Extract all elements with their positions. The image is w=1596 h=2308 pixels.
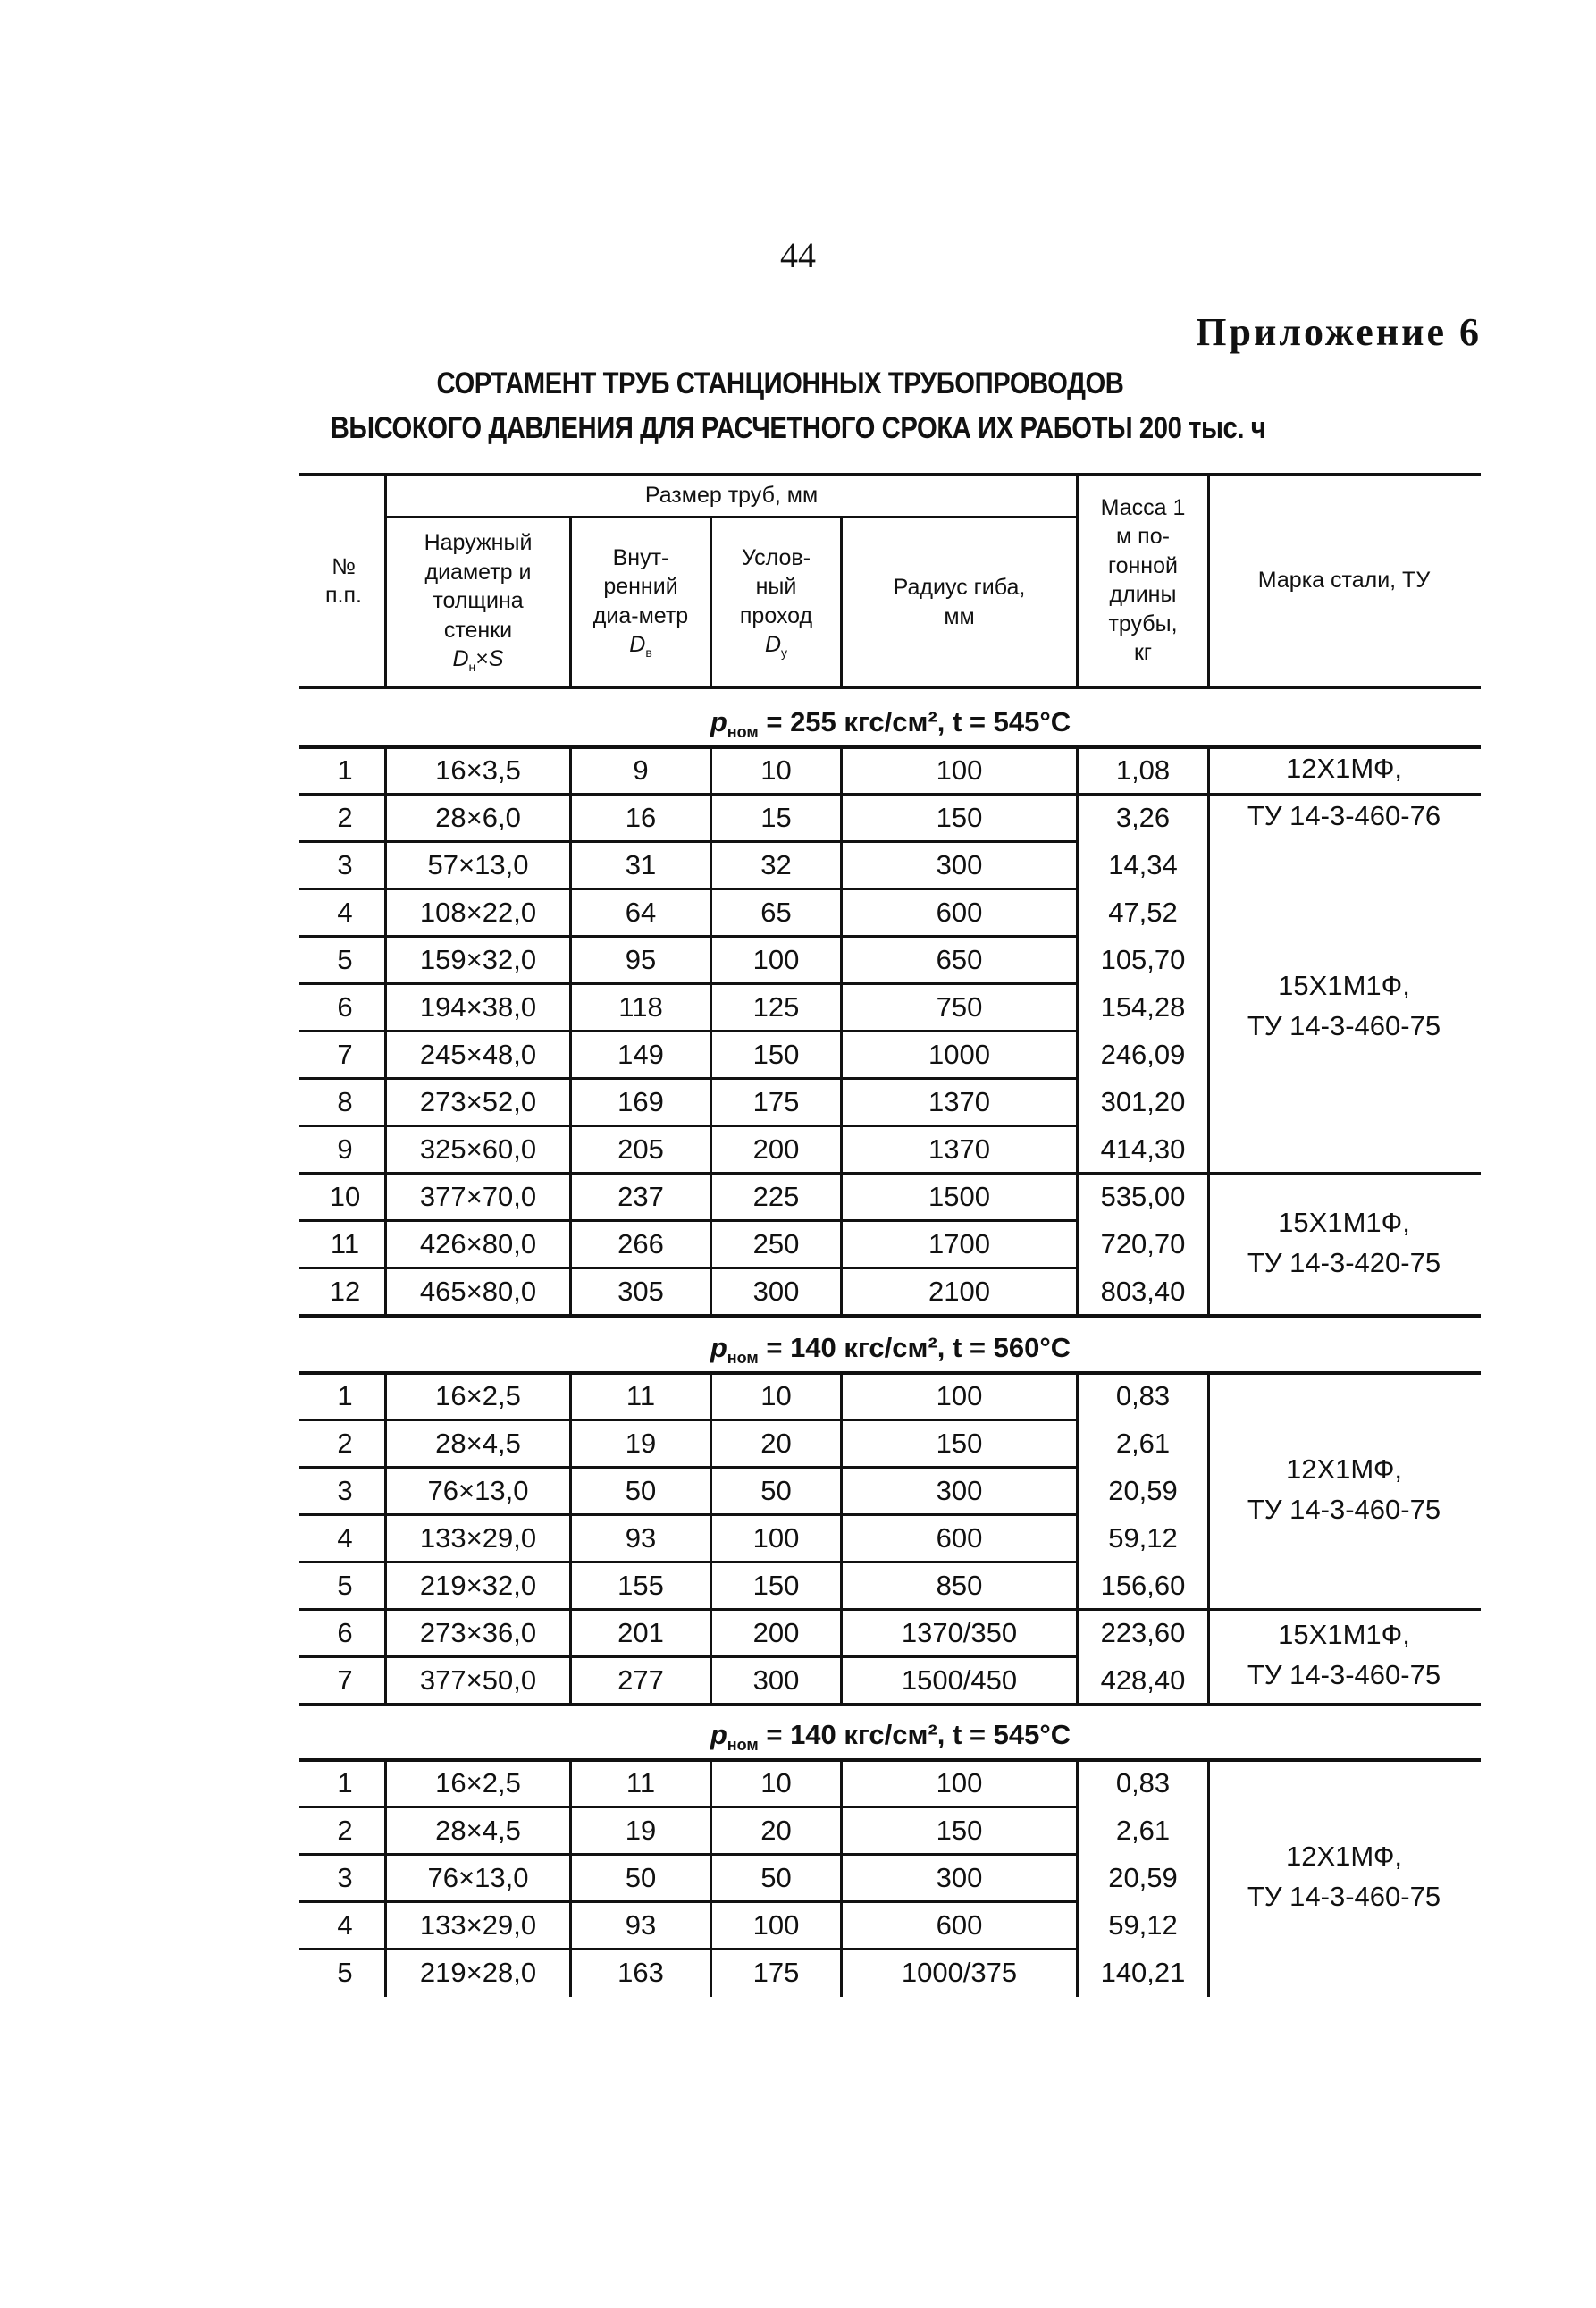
cell-inner-diameter: 155 [617, 1569, 664, 1601]
cell-row-number: 8 [337, 1085, 353, 1117]
cell-outer-diameter: 245×48,0 [419, 1038, 537, 1070]
technical-spec: ТУ 14-3-460-75 [1247, 1493, 1441, 1525]
steel-grade: 15Х1М1Ф, [1278, 969, 1410, 1001]
header-nominal-bore [712, 518, 840, 686]
cell-row-number: 11 [330, 1227, 360, 1259]
cell-bend-radius: 2100 [928, 1275, 990, 1307]
cell-row-number: 4 [337, 1521, 353, 1554]
cell-nominal-bore: 200 [752, 1616, 800, 1648]
cell-bend-radius: 150 [936, 801, 983, 833]
cell-nominal-bore: 50 [760, 1474, 792, 1506]
cell-mass-per-meter: 20,59 [1108, 1474, 1178, 1506]
cell-inner-diameter: 305 [617, 1275, 664, 1307]
header-mass: Масса 1 м по-гонной длины трубы, кг [1100, 494, 1186, 665]
cell-nominal-bore: 20 [760, 1814, 792, 1846]
cell-inner-diameter: 31 [625, 848, 657, 880]
cell-mass-per-meter: 140,21 [1100, 1956, 1186, 1988]
section-condition [303, 1719, 1478, 1755]
cell-inner-diameter: 149 [617, 1038, 664, 1070]
cell-row-number: 2 [337, 1427, 353, 1459]
cell-inner-diameter: 50 [625, 1474, 657, 1506]
cell-bend-radius: 1000 [928, 1038, 990, 1070]
cell-bend-radius: 750 [936, 990, 983, 1023]
page-number: 44 [780, 235, 816, 275]
cell-mass-per-meter: 803,40 [1100, 1275, 1186, 1307]
cell-nominal-bore: 20 [760, 1427, 792, 1459]
cell-row-number: 6 [337, 1616, 353, 1648]
cell-mass-per-meter: 301,20 [1100, 1085, 1186, 1117]
cell-row-number: 5 [337, 1956, 353, 1988]
cell-nominal-bore: 150 [752, 1569, 800, 1601]
header-bend-radius: Радиус гиба, мм [893, 575, 1026, 629]
cell-outer-diameter: 465×80,0 [419, 1275, 537, 1307]
steel-grade-group [1210, 1758, 1478, 1995]
cell-mass-per-meter: 105,70 [1100, 943, 1186, 975]
cell-nominal-bore: 50 [760, 1861, 792, 1893]
cell-outer-diameter: 16×3,5 [435, 754, 521, 786]
cell-bend-radius: 300 [936, 848, 983, 880]
cell-nominal-bore: 175 [752, 1956, 800, 1988]
cell-row-number: 5 [337, 1569, 353, 1601]
cell-mass-per-meter: 59,12 [1108, 1521, 1178, 1554]
cell-nominal-bore: 125 [752, 990, 800, 1023]
cell-nominal-bore: 300 [752, 1664, 800, 1696]
header-num: № п.п. [325, 553, 362, 608]
technical-spec: ТУ 14-3-460-76 [1247, 800, 1441, 831]
cell-bend-radius: 600 [936, 896, 983, 928]
cell-outer-diameter: 426×80,0 [419, 1227, 537, 1259]
cell-mass-per-meter: 428,40 [1100, 1664, 1186, 1696]
cell-bend-radius: 1370/350 [901, 1616, 1018, 1648]
cell-row-number: 1 [337, 1379, 353, 1411]
cell-bend-radius: 100 [936, 1379, 983, 1411]
cell-inner-diameter: 9 [633, 754, 649, 786]
cell-row-number: 2 [337, 1814, 353, 1846]
cell-outer-diameter: 28×6,0 [435, 801, 521, 833]
cell-bend-radius: 850 [936, 1569, 983, 1601]
cell-outer-diameter: 108×22,0 [419, 896, 537, 928]
cell-mass-per-meter: 47,52 [1108, 896, 1178, 928]
document-title-line-2: ВЫСОКОГО ДАВЛЕНИЯ ДЛЯ РАСЧЕТНОГО СРОКА ИХ РАБОТЫ 200 тыс. ч [330, 411, 1266, 445]
cell-outer-diameter: 194×38,0 [419, 990, 537, 1023]
cell-nominal-bore: 10 [760, 1766, 792, 1798]
cell-inner-diameter: 64 [625, 896, 657, 928]
cell-inner-diameter: 50 [625, 1861, 657, 1893]
cell-bend-radius: 300 [936, 1861, 983, 1893]
cell-bend-radius: 1370 [928, 1133, 990, 1165]
cell-inner-diameter: 93 [625, 1908, 657, 1941]
cell-outer-diameter: 219×32,0 [419, 1569, 537, 1601]
cell-outer-diameter: 377×70,0 [419, 1180, 537, 1212]
condition-text: = 255 кгс/см², t = 545°C [758, 706, 1071, 737]
cell-mass-per-meter: 223,60 [1100, 1616, 1186, 1648]
cell-outer-diameter: 325×60,0 [419, 1133, 537, 1165]
cell-mass-per-meter: 20,59 [1108, 1861, 1178, 1893]
cell-nominal-bore: 225 [752, 1180, 800, 1212]
header-nominal-symbol: $D_у$ [764, 632, 788, 661]
cell-row-number: 3 [337, 1474, 353, 1506]
cell-mass-per-meter: 3,26 [1115, 801, 1171, 833]
cell-mass-per-meter: 720,70 [1100, 1227, 1186, 1259]
cell-row-number: 4 [337, 1908, 353, 1941]
cell-row-number: 6 [337, 990, 353, 1023]
header-outer-symbol: $D_н\times S$ [452, 646, 504, 675]
cell-bend-radius: 150 [936, 1427, 983, 1459]
section-bottom-rule [299, 1314, 1481, 1318]
cell-mass-per-meter: 2,61 [1115, 1814, 1171, 1846]
cell-outer-diameter: 273×52,0 [419, 1085, 537, 1117]
cell-outer-diameter: 28×4,5 [435, 1427, 521, 1459]
cell-row-number: 7 [337, 1038, 353, 1070]
cell-mass-per-meter: 14,34 [1108, 848, 1178, 880]
steel-grade: 15Х1М1Ф, [1278, 1206, 1410, 1238]
cell-mass-per-meter: 156,60 [1100, 1569, 1186, 1601]
steel-grade: 12Х1МФ, [1285, 1840, 1403, 1872]
section-condition [303, 706, 1478, 742]
cell-nominal-bore: 300 [752, 1275, 800, 1307]
cell-inner-diameter: 93 [625, 1521, 657, 1554]
cell-row-number: 7 [337, 1664, 353, 1696]
cell-bend-radius: 1700 [928, 1227, 990, 1259]
cell-mass-per-meter: 0,83 [1115, 1766, 1171, 1798]
cell-outer-diameter: 219×28,0 [419, 1956, 537, 1988]
cell-bend-radius: 650 [936, 943, 983, 975]
steel-grade-group [1210, 1172, 1478, 1314]
appendix-label: Приложение 6 [1196, 310, 1482, 354]
cell-row-number: 1 [337, 1766, 353, 1798]
technical-spec: ТУ 14-3-460-75 [1247, 1880, 1441, 1912]
pressure-subscript: ном [727, 1349, 759, 1368]
header-inner-text: Внут-ренний диа-метр [592, 544, 689, 628]
cell-mass-per-meter: 59,12 [1108, 1908, 1178, 1941]
cell-row-number: 1 [337, 754, 353, 786]
cell-inner-diameter: 118 [618, 990, 663, 1023]
cell-nominal-bore: 65 [760, 896, 792, 928]
cell-outer-diameter: 133×29,0 [419, 1521, 537, 1554]
pressure-subscript: ном [727, 1736, 759, 1755]
header-bottom-rule [299, 686, 1481, 689]
cell-nominal-bore: 10 [760, 754, 792, 786]
header-steel-grade: Марка стали, ТУ [1257, 567, 1431, 593]
cell-bend-radius: 1500/450 [901, 1664, 1018, 1696]
cell-nominal-bore: 200 [752, 1133, 800, 1165]
cell-inner-diameter: 11 [626, 1379, 656, 1411]
cell-inner-diameter: 266 [617, 1227, 664, 1259]
header-nominal-text: Услов-ный проход [739, 544, 813, 628]
cell-mass-per-meter: 2,61 [1115, 1427, 1171, 1459]
cell-inner-diameter: 11 [626, 1766, 656, 1798]
cell-outer-diameter: 159×32,0 [419, 943, 537, 975]
header-inner-symbol: $D_в$ [629, 632, 652, 661]
header-outer-text: Наружный диаметр и толщина стенки [424, 530, 533, 643]
steel-grade-group [1210, 1608, 1478, 1703]
steel-grade-group [1210, 1371, 1478, 1608]
steel-grade-group [1210, 840, 1478, 1172]
cell-nominal-bore: 100 [752, 1521, 800, 1554]
cell-outer-diameter: 273×36,0 [419, 1616, 537, 1648]
cell-mass-per-meter: 246,09 [1100, 1038, 1186, 1070]
technical-spec: ТУ 14-3-460-75 [1247, 1659, 1441, 1690]
cell-row-number: 3 [337, 1861, 353, 1893]
cell-outer-diameter: 57×13,0 [427, 848, 529, 880]
cell-nominal-bore: 250 [752, 1227, 800, 1259]
steel-grade-group [1210, 745, 1478, 840]
cell-row-number: 2 [337, 801, 353, 833]
pressure-subscript: ном [727, 723, 759, 742]
cell-row-number: 12 [329, 1275, 361, 1307]
cell-outer-diameter: 16×2,5 [435, 1766, 521, 1798]
cell-row-number: 3 [337, 848, 353, 880]
cell-inner-diameter: 16 [625, 801, 657, 833]
cell-bend-radius: 1500 [928, 1180, 990, 1212]
header-outer-diameter [387, 518, 569, 686]
condition-text: = 140 кгс/см², t = 545°C [758, 1719, 1071, 1750]
pressure-symbol: p [710, 706, 727, 737]
steel-grade: 12Х1МФ, [1285, 1453, 1403, 1485]
cell-inner-diameter: 201 [617, 1616, 664, 1648]
cell-inner-diameter: 19 [625, 1427, 657, 1459]
cell-nominal-bore: 32 [760, 848, 792, 880]
cell-outer-diameter: 377×50,0 [419, 1664, 537, 1696]
cell-nominal-bore: 150 [752, 1038, 800, 1070]
pressure-symbol: p [710, 1332, 727, 1363]
cell-nominal-bore: 100 [752, 1908, 800, 1941]
cell-row-number: 10 [329, 1180, 361, 1212]
cell-inner-diameter: 169 [617, 1085, 664, 1117]
cell-mass-per-meter: 535,00 [1100, 1180, 1186, 1212]
cell-mass-per-meter: 414,30 [1100, 1133, 1186, 1165]
cell-nominal-bore: 100 [752, 943, 800, 975]
cell-outer-diameter: 133×29,0 [419, 1908, 537, 1941]
technical-spec: ТУ 14-3-420-75 [1247, 1246, 1441, 1278]
cell-row-number: 4 [337, 896, 353, 928]
cell-inner-diameter: 95 [625, 943, 657, 975]
document-title-line-1: СОРТАМЕНТ ТРУБ СТАНЦИОННЫХ ТРУБОПРОВОДОВ [436, 366, 1124, 400]
cell-bend-radius: 300 [936, 1474, 983, 1506]
cell-bend-radius: 600 [936, 1908, 983, 1941]
pressure-symbol: p [710, 1719, 727, 1750]
steel-grade: 15Х1М1Ф, [1278, 1619, 1410, 1651]
cell-bend-radius: 100 [936, 754, 983, 786]
cell-inner-diameter: 163 [617, 1956, 664, 1988]
cell-outer-diameter: 16×2,5 [435, 1379, 521, 1411]
cell-outer-diameter: 76×13,0 [427, 1861, 529, 1893]
header-size-group: Размер труб, мм [644, 482, 819, 508]
cell-outer-diameter: 76×13,0 [427, 1474, 529, 1506]
section-condition [303, 1332, 1478, 1368]
cell-inner-diameter: 237 [617, 1180, 664, 1212]
cell-mass-per-meter: 1,08 [1115, 754, 1171, 786]
technical-spec: ТУ 14-3-460-75 [1247, 1009, 1441, 1041]
condition-text: = 140 кгс/см², t = 560°C [758, 1332, 1071, 1363]
cell-inner-diameter: 277 [617, 1664, 664, 1696]
cell-inner-diameter: 19 [625, 1814, 657, 1846]
section-bottom-rule [299, 1703, 1481, 1706]
cell-mass-per-meter: 154,28 [1100, 990, 1186, 1023]
cell-outer-diameter: 28×4,5 [435, 1814, 521, 1846]
cell-bend-radius: 600 [936, 1521, 983, 1554]
cell-row-number: 9 [337, 1133, 353, 1165]
cell-bend-radius: 100 [936, 1766, 983, 1798]
cell-inner-diameter: 205 [617, 1133, 664, 1165]
cell-bend-radius: 1000/375 [901, 1956, 1018, 1988]
cell-nominal-bore: 15 [760, 801, 792, 833]
header-inner-diameter [572, 518, 710, 686]
cell-nominal-bore: 175 [752, 1085, 800, 1117]
cell-mass-per-meter: 0,83 [1115, 1379, 1171, 1411]
cell-nominal-bore: 10 [760, 1379, 792, 1411]
cell-bend-radius: 1370 [928, 1085, 990, 1117]
steel-grade: 12Х1МФ, [1285, 753, 1403, 785]
cell-bend-radius: 150 [936, 1814, 983, 1846]
cell-row-number: 5 [337, 943, 353, 975]
